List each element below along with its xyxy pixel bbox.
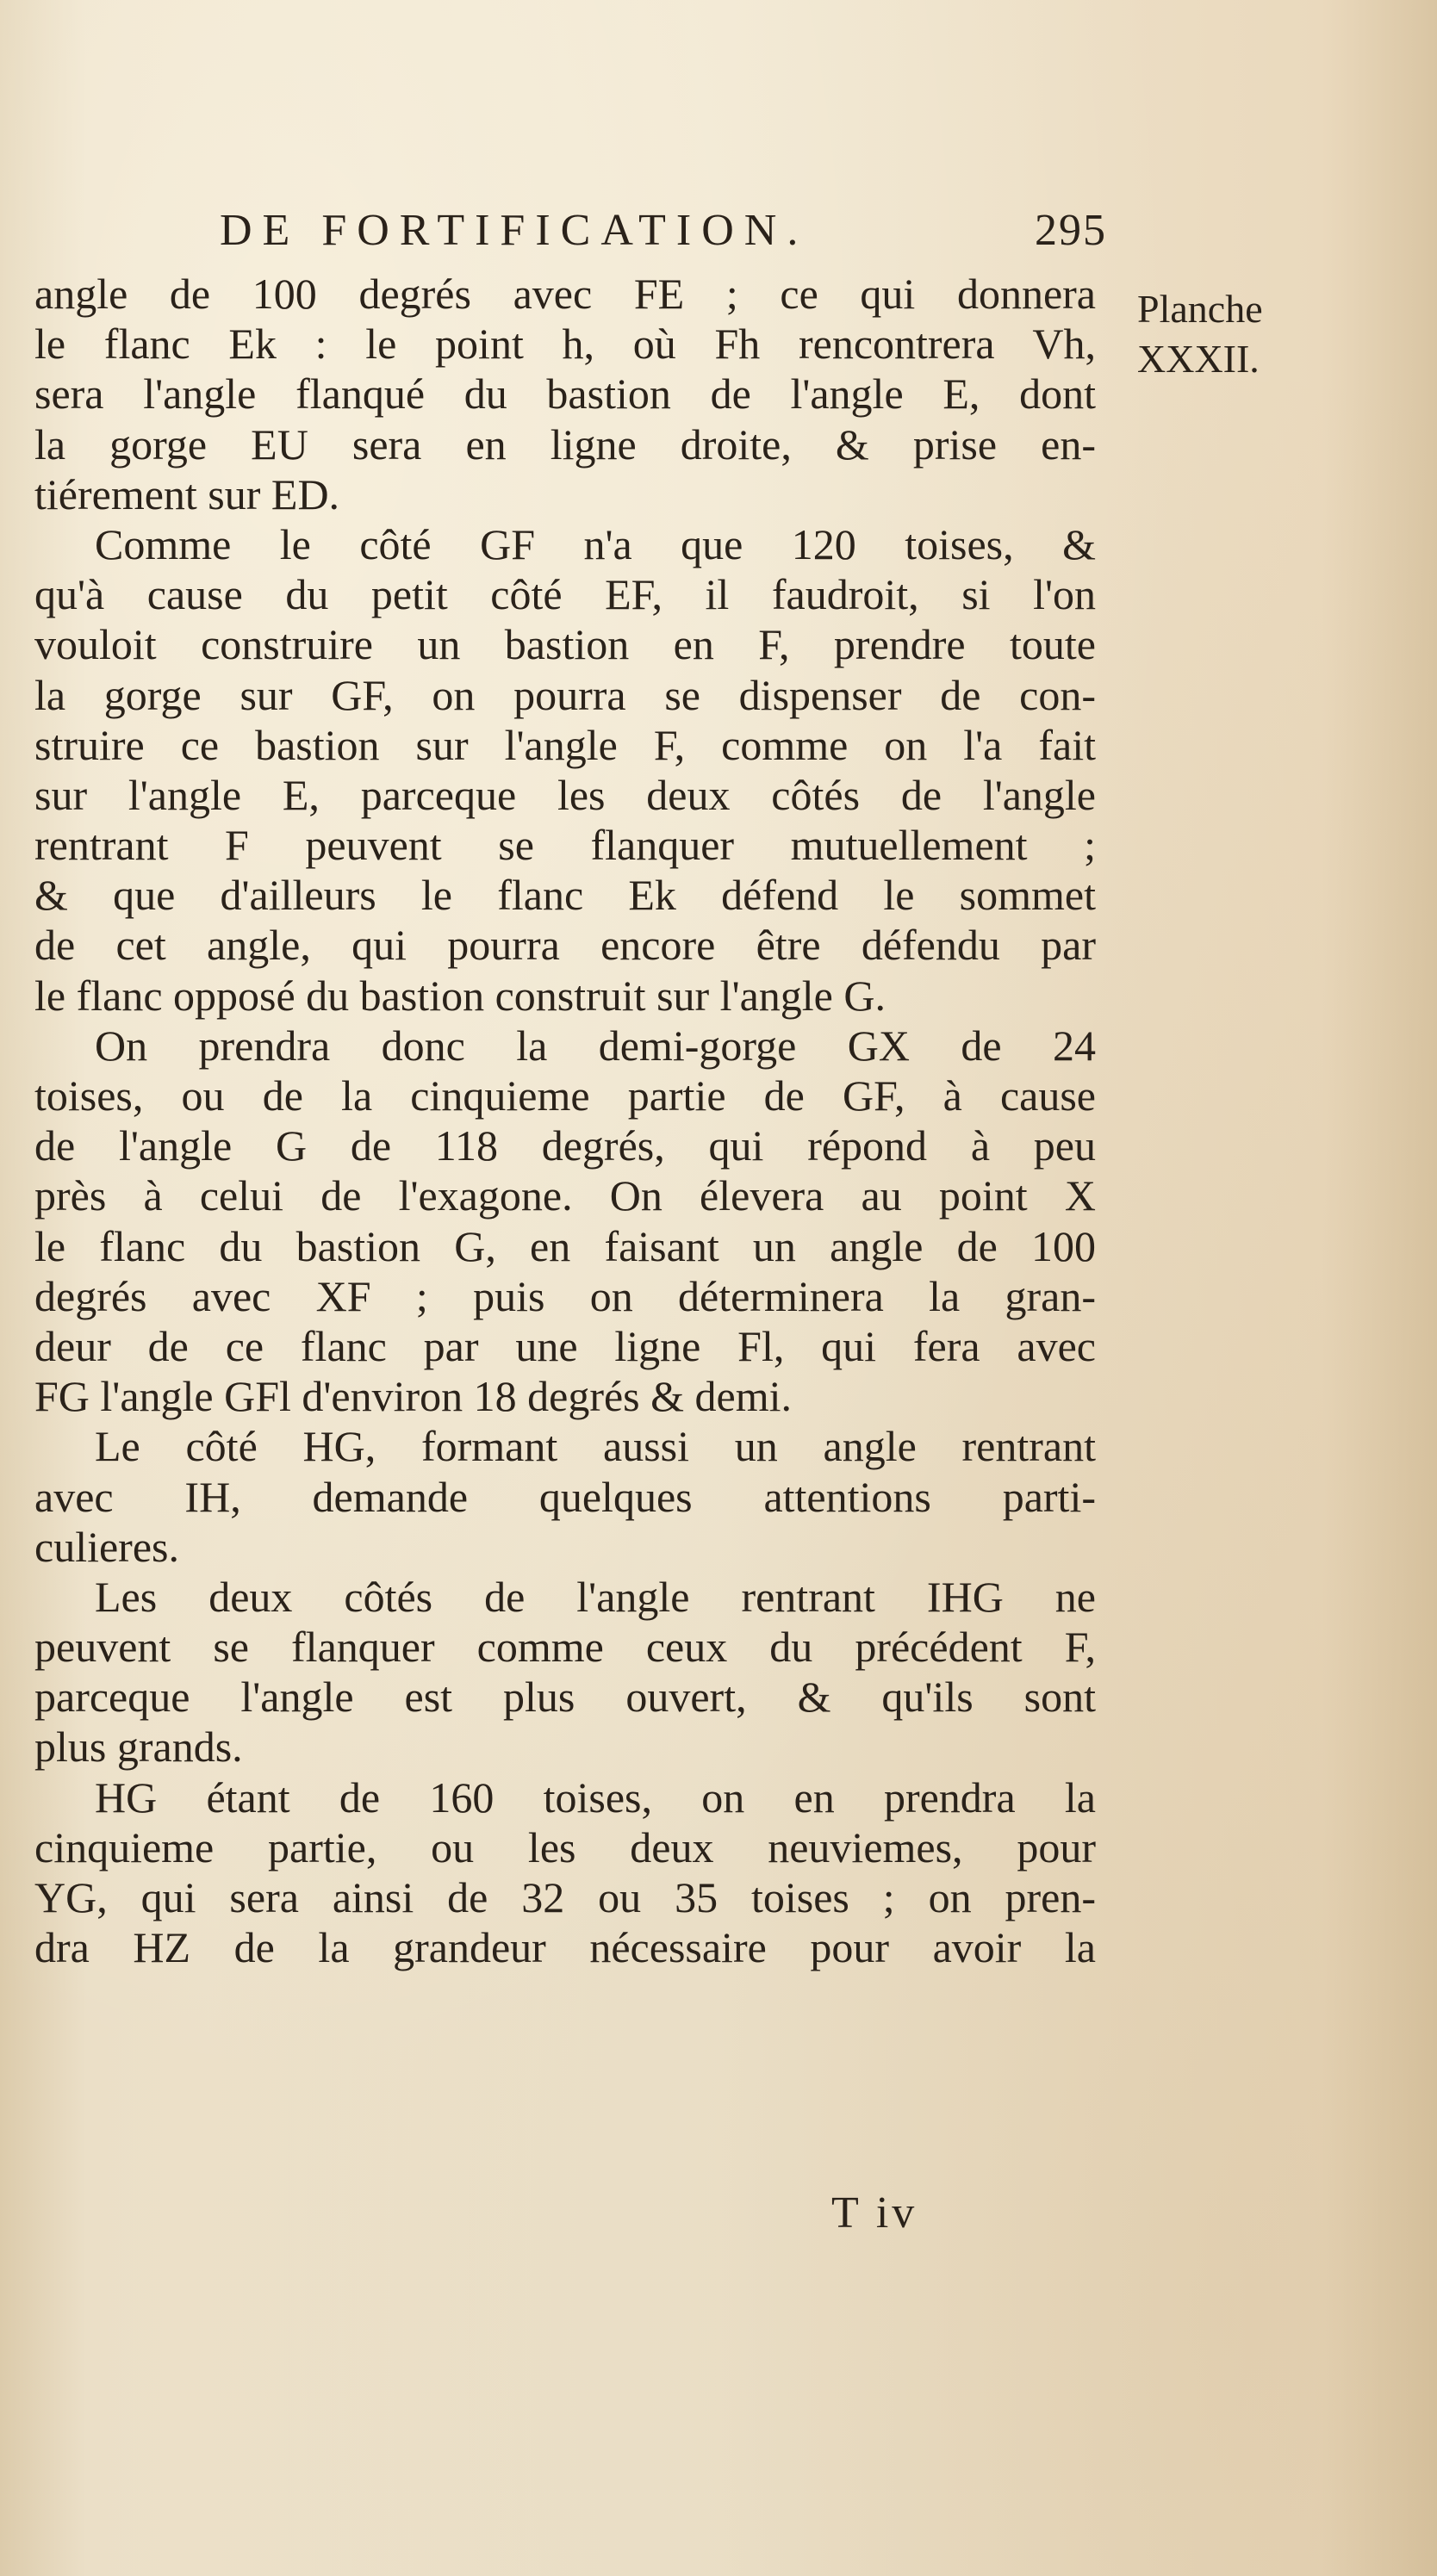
text-line: la gorge sur GF, on pourra se dispenser de con- [34,670,1096,719]
text-line: de l'angle G de 118 degrés, qui répond à peu [34,1121,1096,1170]
margin-note-line: Planche [1137,287,1263,331]
text-line: sera l'angle flanqué du bastion de l'angle E, dont [34,369,1096,419]
text-line: sur l'angle E, parceque les deux côtés de l'angle [34,770,1096,819]
text-line: avec IH, demande quelques attentions parti- [34,1472,1096,1521]
text-line: culieres. [34,1522,179,1571]
text-line: de cet angle, qui pourra encore être défendu par [34,921,1096,970]
text-line: toises, ou de la cinquieme partie de GF, à cause [34,1071,1096,1120]
text-line: rentrant F peuvent se flanquer mutuellement ; [34,821,1096,870]
text-line: Le côté HG, formant aussi un angle rentrant [95,1422,1096,1471]
page-number: 295 [1035,206,1107,255]
margin-note-line: XXXII. [1137,337,1260,381]
text-line: qu'à cause du petit côté EF, il faudroit, si l'on [34,570,1096,619]
text-line: degrés avec XF ; puis on déterminera la gran- [34,1271,1096,1320]
running-title: DE FORTIFICATION. [220,206,809,255]
text-line: angle de 100 degrés avec FE ; ce qui donnera [34,270,1096,318]
text-line: & que d'ailleurs le flanc Ek défend le sommet [34,871,1096,920]
text-line: HG étant de 160 toises, on en prendra la [95,1772,1096,1822]
text-line: le flanc du bastion G, en faisant un angle de 100 [34,1221,1096,1270]
text-line: struire ce bastion sur l'angle F, comme on l'a fait [34,720,1096,769]
text-line: Les deux côtés de l'angle rentrant IHG ne [95,1572,1096,1621]
text-line: cinquieme partie, ou les deux neuviemes, pour [34,1822,1096,1871]
text-line: On prendra donc la demi-gorge GX de 24 [95,1021,1096,1070]
margin-note-plate-reference [1137,284,1396,384]
text-line: FG l'angle GFl d'environ 18 degrés & demi. [34,1372,793,1421]
text-line: parceque l'angle est plus ouvert, & qu'ils sont [34,1673,1096,1722]
text-line: plus grands. [34,1723,243,1772]
text-line: dra HZ de la grandeur nécessaire pour avoir la [34,1923,1096,1972]
running-head [220,205,1107,265]
text-line: le flanc opposé du bastion construit sur l'angle G. [34,971,886,1020]
text-line: tiérement sur ED. [34,469,340,518]
text-line: vouloit construire un bastion en F, prendre toute [34,620,1096,669]
signature-mark: T iv [831,2188,918,2238]
text-line: la gorge EU sera en ligne droite, & prise en- [34,419,1096,469]
text-line: YG, qui sera ainsi de 32 ou 35 toises ; on pren- [34,1873,1096,1921]
text-line: deur de ce flanc par une ligne Fl, qui fera avec [34,1321,1096,1370]
text-line: près à celui de l'exagone. On élevera au point X [34,1171,1096,1220]
body-text [34,269,1096,1972]
text-line: le flanc Ek : le point h, où Fh rencontrera Vh, [34,320,1096,369]
text-line: peuvent se flanquer comme ceux du précédent F, [34,1623,1096,1672]
text-line: Comme le côté GF n'a que 120 toises, & [95,519,1096,568]
